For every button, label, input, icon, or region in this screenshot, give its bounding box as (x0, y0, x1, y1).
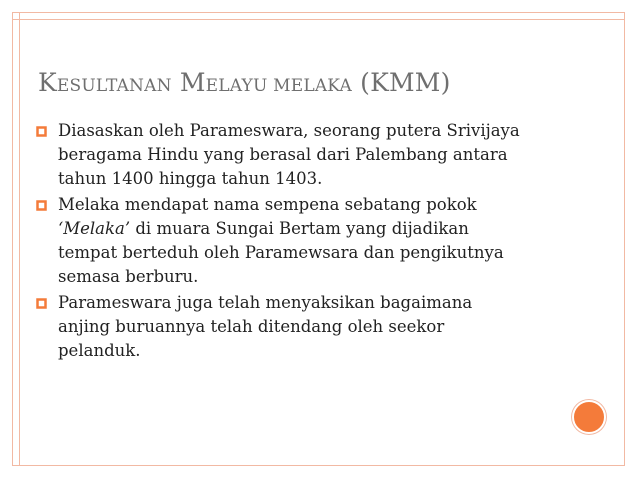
top-border-line (12, 19, 625, 20)
hollow-square-bullet-icon (36, 193, 58, 217)
hollow-square-bullet-icon (36, 119, 58, 143)
orange-circle-decoration (572, 400, 606, 434)
bullet-item (36, 193, 526, 289)
bullet-text: Diasaskan oleh Parameswara, seorang putera Srivijaya beragama Hindu yang berasal dari Palembang antara tahun 1400 hingga tahun 1403. (58, 121, 520, 188)
italic-term: ‘Melaka’ (58, 219, 131, 238)
bullet-text: Parameswara juga telah menyaksikan bagaimana anjing buruannya telah ditendang oleh seekor pelanduk. (58, 293, 473, 360)
hollow-square-bullet-icon (36, 291, 58, 315)
bullet-item (36, 291, 526, 363)
slide-title: KESULTANAN MELAYU MELAKA (KMM) (38, 68, 451, 97)
left-border-line (19, 12, 20, 466)
bullet-item (36, 119, 526, 191)
bullet-text: Melaka mendapat nama sempena sebatang pokok ‘Melaka’ di muara Sungai Bertam yang dijadikan tempat berteduh oleh Paramewsara dan pengikutnya semasa berburu. (58, 195, 504, 286)
bullet-list (36, 119, 526, 365)
